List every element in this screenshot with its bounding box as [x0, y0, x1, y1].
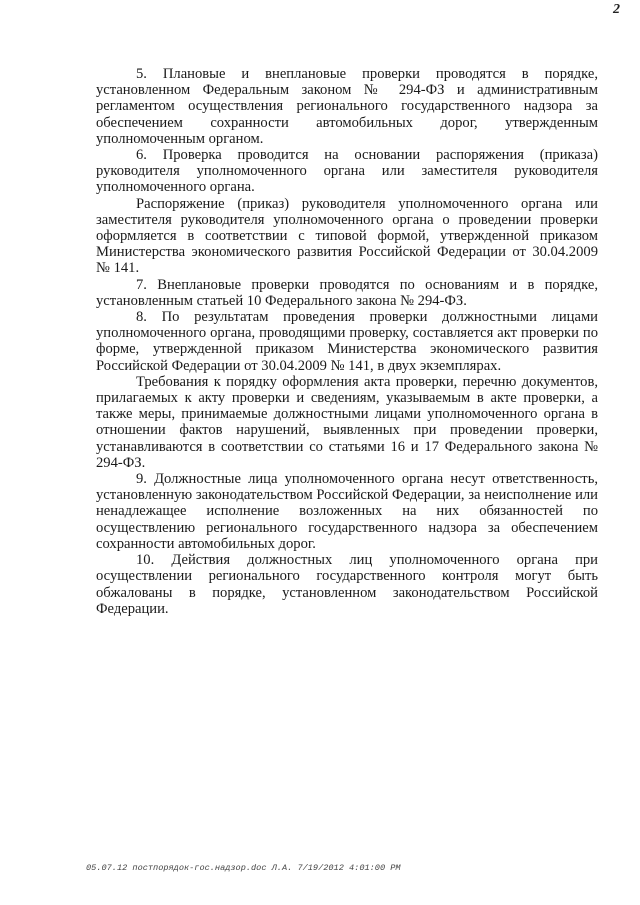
document-footer: 05.07.12 постпорядок-гос.надзор.doc Л.А. 7/19/2012 4:01:00 PM [86, 863, 401, 873]
paragraph-8-requirements: Требования к порядку оформления акта проверки, перечню документов, прилагаемых к акту проверки и сведениям, указываемым в акте проверки, а также меры, принимаемые должностными лицами уполномоченного органа в отношении фактов нарушений, выявленных при проведении проверки, устанавливаются в соответствии со статьями 16 и 17 Федерального закона № 294-ФЗ. [96, 373, 598, 471]
paragraph-8: 8. По результатам проведения проверки должностными лицами уполномоченного органа, проводящими проверку, составляется акт проверки по форме, утвержденной приказом Министерства экономического развития Российской Федерации от 30.04.2009 № 141, в двух экземплярах. [96, 309, 598, 374]
paragraph-9: 9. Должностные лица уполномоченного органа несут ответственность, установленную законодательством Российской Федерации, за неисполнение или ненадлежащее исполнение возложенных на них обязанностей по осуществлению регионального государственного надзора за обеспечением сохранности автомобильных дорог. [96, 471, 598, 552]
page-number: 2 [613, 2, 620, 17]
paragraph-7: 7. Внеплановые проверки проводятся по основаниям и в порядке, установленным статьей 10 Федерального закона № 294-ФЗ. [96, 276, 598, 309]
paragraph-6-order: Распоряжение (приказ) руководителя уполномоченного органа или заместителя руководителя уполномоченного органа о проведении проверки оформляется в соответствии с типовой формой, утвержденной приказом Министерства экономического развития Российской Федерации от 30.04.2009 № 141. [96, 195, 598, 277]
paragraph-10: 10. Действия должностных лиц уполномоченного органа при осуществлении регионального государственного контроля могут быть обжалованы в порядке, установленном законодательством Российской Федерации. [96, 552, 598, 617]
document-body [96, 66, 598, 617]
paragraph-6: 6. Проверка проводится на основании распоряжения (приказа) руководителя уполномоченного органа или заместителя руководителя уполномоченного органа. [96, 147, 598, 196]
paragraph-5: 5. Плановые и внеплановые проверки проводятся в порядке, установленном Федеральным законом № 294-ФЗ и административным регламентом осуществления регионального государственного надзора за обеспечением сохранности автомобильных дорог, утвержденным уполномоченным органом. [96, 66, 598, 147]
